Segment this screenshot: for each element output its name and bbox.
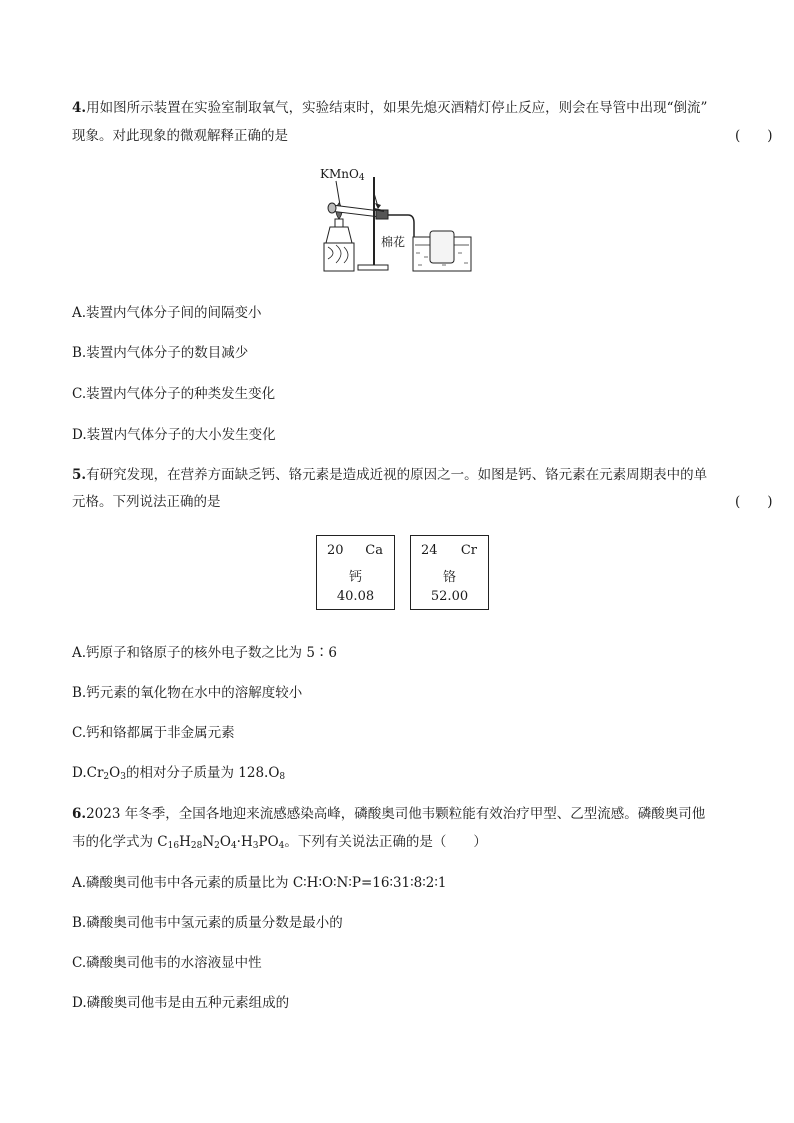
q6-stem-line1 bbox=[72, 802, 705, 822]
q5-option-d bbox=[72, 761, 285, 781]
apparatus-drawing bbox=[318, 165, 478, 275]
q4-stem-line1 bbox=[72, 96, 707, 116]
cotton-label: 棉花 bbox=[381, 235, 406, 249]
formula-text: O bbox=[219, 834, 231, 850]
q5-answer-paren: ( ) bbox=[735, 494, 773, 510]
formula-text: H bbox=[179, 834, 191, 850]
q6-option-d: D.磷酸奥司他韦是由五种元素组成的 bbox=[72, 995, 290, 1011]
subscript: 2 bbox=[103, 772, 110, 782]
element-number: 20 bbox=[327, 543, 344, 558]
option-text: 的相对分子质量为 128.O bbox=[125, 765, 280, 781]
stem-text: 韦的化学式为 C bbox=[72, 834, 168, 850]
q6-number: 6. bbox=[72, 806, 87, 822]
q5-option-a: A.钙原子和铬原子的核外电子数之比为 5∶6 bbox=[72, 645, 338, 661]
subscript: 2 bbox=[214, 841, 220, 851]
formula-text: PO bbox=[258, 834, 279, 850]
option-text: O bbox=[109, 765, 121, 781]
subscript: 4 bbox=[278, 841, 285, 851]
element-mass: 52.00 bbox=[430, 589, 469, 604]
subscript: 8 bbox=[279, 772, 286, 782]
q5-stem-line1 bbox=[72, 463, 707, 483]
kmno4-sub: 4 bbox=[358, 173, 365, 183]
element-cell-ca bbox=[316, 535, 395, 610]
stem-text: 。下列有关说法正确的是（ ） bbox=[284, 834, 487, 850]
option-text: D.Cr bbox=[72, 765, 104, 781]
subscript: 28 bbox=[190, 841, 203, 851]
q4-answer-paren: ( ) bbox=[735, 128, 773, 144]
formula-text: N bbox=[202, 834, 215, 850]
element-name: 钙 bbox=[348, 570, 362, 585]
q6-stem-text1: 2023 年冬季，全国各地迎来流感感染高峰，磷酸奥司他韦颗粒能有效治疗甲型、乙型流感。磷酸奥司他 bbox=[86, 806, 706, 822]
q4-option-a: A.装置内气体分子间的间隔变小 bbox=[72, 305, 262, 321]
q4-option-c: C.装置内气体分子的种类发生变化 bbox=[72, 386, 276, 402]
q6-stem-line2 bbox=[72, 830, 487, 850]
kmno4-text: KMnO bbox=[320, 167, 359, 181]
element-symbol: Cr bbox=[460, 543, 477, 558]
subscript: 3 bbox=[120, 772, 126, 782]
q4-stem-text1: 用如图所示装置在实验室制取氧气，实验结束时，如果先熄灭酒精灯停止反应，则会在导管中出现“倒流” bbox=[86, 100, 708, 116]
q5-option-c: C.钙和铬都属于非金属元素 bbox=[72, 725, 235, 741]
q6-option-c: C.磷酸奥司他韦的水溶液显中性 bbox=[72, 955, 262, 971]
element-mass: 40.08 bbox=[336, 589, 375, 604]
q6-option-b: B.磷酸奥司他韦中氢元素的质量分数是最小的 bbox=[72, 915, 343, 931]
q4-number: 4. bbox=[72, 100, 87, 116]
formula-text: ·H bbox=[236, 834, 253, 850]
q4-stem-line2: 现象。对此现象的微观解释正确的是 bbox=[72, 128, 288, 144]
q5-stem-text1: 有研究发现，在营养方面缺乏钙、铬元素是造成近视的原因之一。如图是钙、铬元素在元素周期表中的单 bbox=[86, 467, 708, 483]
subscript: 3 bbox=[252, 841, 259, 851]
element-name: 铬 bbox=[442, 570, 456, 585]
q4-option-d: D.装置内气体分子的大小发生变化 bbox=[72, 427, 276, 443]
q5-number: 5. bbox=[72, 467, 87, 483]
element-cell-cr bbox=[410, 535, 489, 610]
subscript: 4 bbox=[230, 841, 237, 851]
subscript: 16 bbox=[167, 841, 180, 851]
element-symbol: Ca bbox=[365, 543, 383, 558]
oxygen-apparatus-figure bbox=[318, 165, 478, 275]
q4-option-b: B.装置内气体分子的数目减少 bbox=[72, 345, 249, 361]
q5-stem-line2: 元格。下列说法正确的是 bbox=[72, 494, 221, 510]
q5-option-b: B.钙元素的氧化物在水中的溶解度较小 bbox=[72, 685, 303, 701]
element-number: 24 bbox=[421, 543, 438, 558]
q6-option-a: A.磷酸奥司他韦中各元素的质量比为 C∶H∶O∶N∶P=16∶31∶8∶2∶1 bbox=[72, 875, 447, 891]
